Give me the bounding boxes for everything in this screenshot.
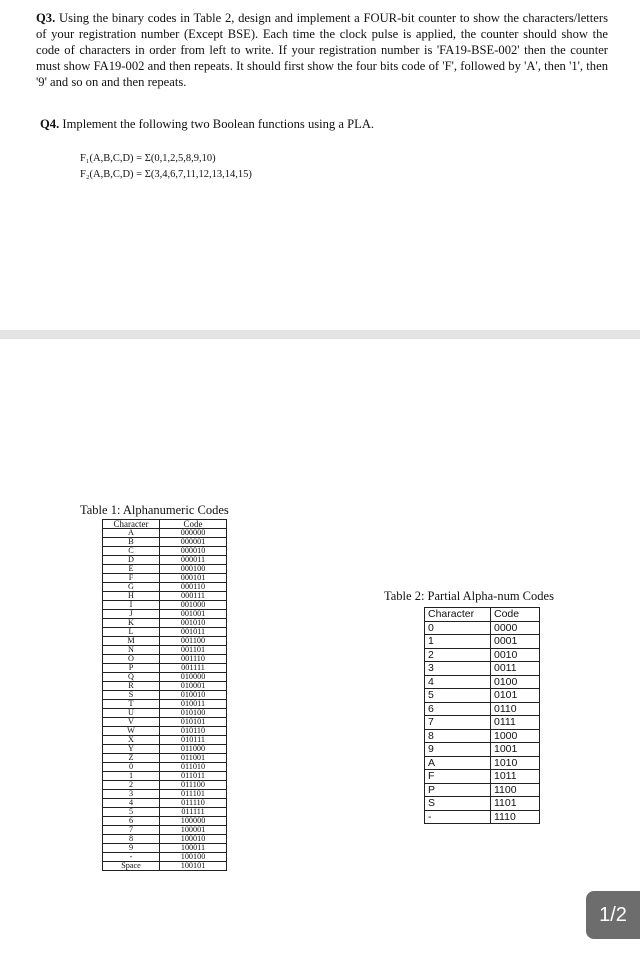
table-row (103, 655, 227, 664)
question-3-label: Q3. (36, 11, 56, 25)
cell-character: M (103, 637, 160, 646)
cell-character: 2 (425, 648, 491, 662)
cell-code: 000100 (160, 565, 227, 574)
cell-character: S (103, 691, 160, 700)
cell-character: C (103, 547, 160, 556)
cell-code: 001011 (160, 628, 227, 637)
cell-character: 9 (425, 743, 491, 757)
cell-code: 000110 (160, 583, 227, 592)
table-row (425, 635, 540, 649)
question-3-text: Using the binary codes in Table 2, design and implement a FOUR-bit counter to show the characters/letters of your registration number (Except BSE). Each time the clock pulse is applied, the counter should show the code of characters in order from left to write. If your registration number is 'FA19-BSE-002' then the counter must show FA19-002 and then repeats. It should first show the four bits code of 'F', followed by 'A', then '1', then '9' and so on and then repeats. (36, 11, 608, 89)
table-row (103, 745, 227, 754)
cell-character: X (103, 736, 160, 745)
table-header (425, 608, 540, 622)
cell-character: B (103, 538, 160, 547)
table-row (103, 844, 227, 853)
table-row (103, 601, 227, 610)
cell-code: 010001 (160, 682, 227, 691)
cell-code: 001000 (160, 601, 227, 610)
function-f1: F₁(A,B,C,D) = Σ(0,1,2,5,8,9,10) (80, 153, 216, 164)
cell-code: 1000 (491, 729, 540, 743)
question-3 (36, 10, 608, 90)
header-character: Character (425, 608, 491, 622)
table-row (425, 702, 540, 716)
cell-character: H (103, 592, 160, 601)
cell-character: Y (103, 745, 160, 754)
cell-code: 010110 (160, 727, 227, 736)
cell-code: 010011 (160, 700, 227, 709)
table-row (425, 797, 540, 811)
cell-code: 010100 (160, 709, 227, 718)
cell-code: 000000 (160, 529, 227, 538)
cell-code: 001010 (160, 619, 227, 628)
cell-character: N (103, 646, 160, 655)
question-4 (40, 117, 374, 132)
cell-code: 000010 (160, 547, 227, 556)
cell-code: 011101 (160, 790, 227, 799)
table-row (103, 673, 227, 682)
cell-code: 1100 (491, 783, 540, 797)
cell-character: 4 (103, 799, 160, 808)
table-row (103, 736, 227, 745)
cell-character: 8 (425, 729, 491, 743)
table-row (103, 763, 227, 772)
cell-character: 7 (103, 826, 160, 835)
cell-character: F (103, 574, 160, 583)
cell-code: 1101 (491, 797, 540, 811)
table-row (103, 781, 227, 790)
table-row (103, 628, 227, 637)
cell-character: 0 (425, 621, 491, 635)
cell-code: 1010 (491, 756, 540, 770)
table-row (425, 689, 540, 703)
table-row (103, 826, 227, 835)
cell-code: 100001 (160, 826, 227, 835)
page-divider (0, 330, 640, 339)
cell-code: 010111 (160, 736, 227, 745)
cell-character: T (103, 700, 160, 709)
table-row (425, 716, 540, 730)
table-row (103, 529, 227, 538)
header-code: Code (160, 520, 227, 529)
table-row (103, 538, 227, 547)
cell-code: 011001 (160, 754, 227, 763)
cell-character: 6 (103, 817, 160, 826)
cell-code: 0001 (491, 635, 540, 649)
cell-character: 2 (103, 781, 160, 790)
table-row (103, 727, 227, 736)
table-row (103, 862, 227, 871)
cell-character: P (103, 664, 160, 673)
cell-code: 1110 (491, 810, 540, 824)
cell-code: 100010 (160, 835, 227, 844)
cell-character: J (103, 610, 160, 619)
cell-character: Z (103, 754, 160, 763)
cell-code: 011000 (160, 745, 227, 754)
cell-code: 0100 (491, 675, 540, 689)
cell-code: 011111 (160, 808, 227, 817)
table-row (103, 817, 227, 826)
cell-character: Space (103, 862, 160, 871)
cell-code: 0101 (491, 689, 540, 703)
cell-code: 1011 (491, 770, 540, 784)
table-row (425, 783, 540, 797)
cell-character: W (103, 727, 160, 736)
table-row (103, 592, 227, 601)
table-row (103, 547, 227, 556)
cell-character: G (103, 583, 160, 592)
cell-character: V (103, 718, 160, 727)
cell-code: 000111 (160, 592, 227, 601)
cell-code: 100100 (160, 853, 227, 862)
table-row (103, 619, 227, 628)
table-row (103, 772, 227, 781)
table1-caption: Table 1: Alphanumeric Codes (80, 503, 229, 517)
cell-code: 010101 (160, 718, 227, 727)
cell-code: 100000 (160, 817, 227, 826)
cell-character: 5 (425, 689, 491, 703)
table-row (425, 770, 540, 784)
table-row (103, 565, 227, 574)
cell-character: A (425, 756, 491, 770)
cell-character: - (103, 853, 160, 862)
table-row (103, 709, 227, 718)
cell-character: I (103, 601, 160, 610)
table-row (103, 583, 227, 592)
cell-character: 9 (103, 844, 160, 853)
cell-character: F (425, 770, 491, 784)
table-row (425, 648, 540, 662)
cell-code: 010000 (160, 673, 227, 682)
cell-code: 000011 (160, 556, 227, 565)
cell-code: 001110 (160, 655, 227, 664)
table-row (103, 646, 227, 655)
question-4-label: Q4. (40, 117, 60, 131)
table-row (103, 700, 227, 709)
cell-code: 001101 (160, 646, 227, 655)
cell-code: 011100 (160, 781, 227, 790)
table-row (425, 621, 540, 635)
cell-code: 100011 (160, 844, 227, 853)
cell-character: 5 (103, 808, 160, 817)
table-row (425, 675, 540, 689)
cell-character: P (425, 783, 491, 797)
table-row (425, 756, 540, 770)
cell-character: 1 (425, 635, 491, 649)
table-row (103, 682, 227, 691)
cell-character: 3 (103, 790, 160, 799)
cell-character: 8 (103, 835, 160, 844)
table-row (425, 743, 540, 757)
table-row (103, 664, 227, 673)
cell-code: 100101 (160, 862, 227, 871)
cell-code: 011110 (160, 799, 227, 808)
table-row (103, 835, 227, 844)
table-row (103, 610, 227, 619)
cell-code: 001100 (160, 637, 227, 646)
table-row (103, 556, 227, 565)
cell-code: 011011 (160, 772, 227, 781)
cell-character: U (103, 709, 160, 718)
cell-code: 001001 (160, 610, 227, 619)
table2 (424, 607, 540, 824)
table-row (425, 662, 540, 676)
table-row (425, 729, 540, 743)
cell-code: 0111 (491, 716, 540, 730)
table-row (103, 790, 227, 799)
cell-code: 010010 (160, 691, 227, 700)
table-row (425, 810, 540, 824)
cell-character: E (103, 565, 160, 574)
cell-character: Q (103, 673, 160, 682)
cell-character: 7 (425, 716, 491, 730)
cell-code: 0000 (491, 621, 540, 635)
table2-caption: Table 2: Partial Alpha-num Codes (384, 589, 554, 603)
table-header (103, 520, 227, 529)
table-row (103, 718, 227, 727)
table-row (103, 754, 227, 763)
table-row (103, 799, 227, 808)
cell-code: 0010 (491, 648, 540, 662)
cell-code: 0110 (491, 702, 540, 716)
cell-character: K (103, 619, 160, 628)
cell-code: 000001 (160, 538, 227, 547)
table-row (103, 691, 227, 700)
cell-character: 3 (425, 662, 491, 676)
cell-code: 011010 (160, 763, 227, 772)
header-character: Character (103, 520, 160, 529)
cell-code: 1001 (491, 743, 540, 757)
cell-character: O (103, 655, 160, 664)
cell-code: 001111 (160, 664, 227, 673)
table-row (103, 637, 227, 646)
cell-character: R (103, 682, 160, 691)
cell-character: 4 (425, 675, 491, 689)
table-row (103, 808, 227, 817)
table-row (103, 574, 227, 583)
cell-character: 6 (425, 702, 491, 716)
cell-code: 0011 (491, 662, 540, 676)
cell-code: 000101 (160, 574, 227, 583)
cell-character: S (425, 797, 491, 811)
question-4-text: Implement the following two Boolean functions using a PLA. (62, 117, 375, 131)
cell-character: A (103, 529, 160, 538)
cell-character: 0 (103, 763, 160, 772)
page-indicator[interactable]: 1/2 (586, 891, 640, 939)
cell-character: - (425, 810, 491, 824)
header-code: Code (491, 608, 540, 622)
table1 (102, 519, 227, 871)
cell-character: 1 (103, 772, 160, 781)
cell-character: L (103, 628, 160, 637)
cell-character: D (103, 556, 160, 565)
function-f2: F₂(A,B,C,D) = Σ(3,4,6,7,11,12,13,14,15) (80, 169, 252, 180)
